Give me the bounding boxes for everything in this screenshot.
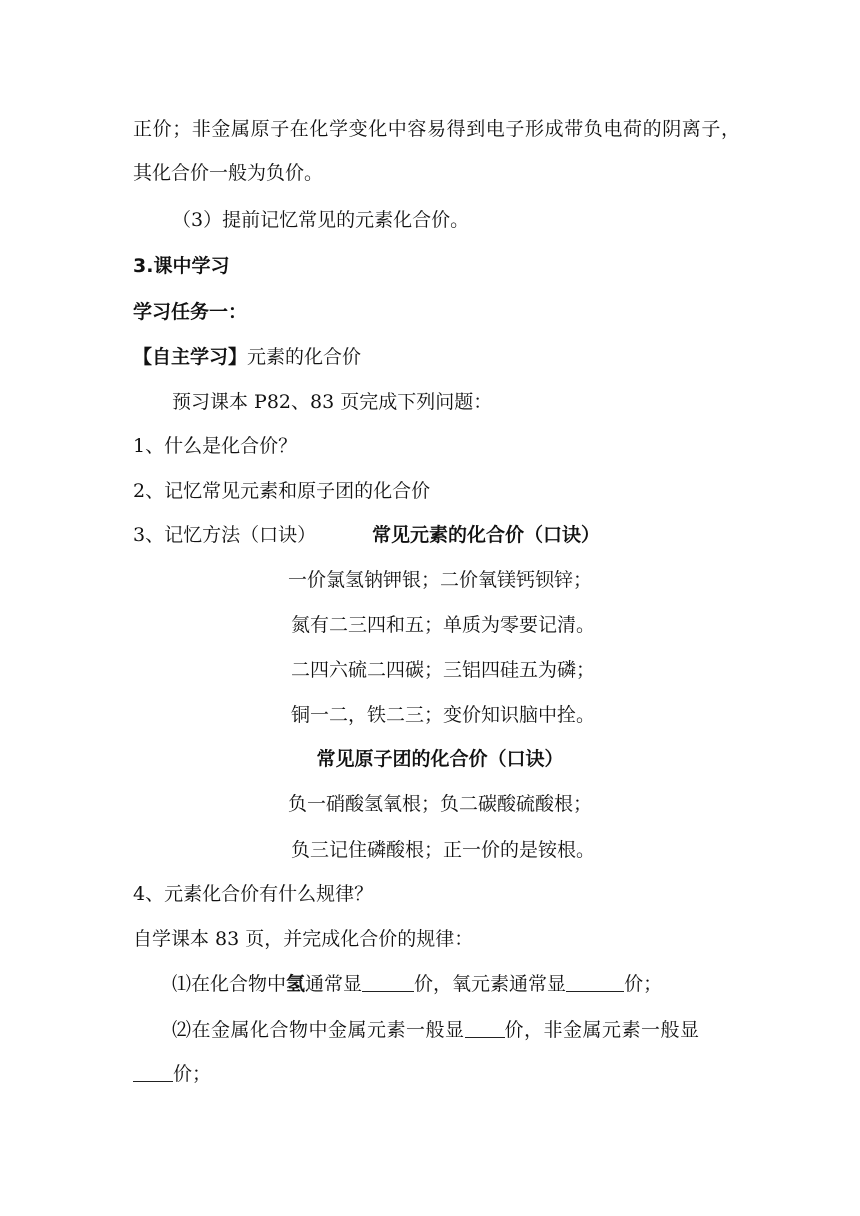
paragraph-line: 其化合价一般为负价。 (133, 162, 324, 184)
question-2: 2、记忆常见元素和原子团的化合价 (133, 480, 431, 502)
question-3: 3、记忆方法（口诀） (133, 524, 317, 546)
rhyme-line: 二四六硫二四碳；三铝四硅五为磷； (290, 659, 595, 681)
self-study-topic: 元素的化合价 (247, 346, 362, 368)
self-study-tag: 【自主学习】 (133, 346, 248, 368)
rhyme-line: 负三记住磷酸根；正一价的是铵根。 (290, 839, 595, 861)
rhyme-line: 负一硝酸氢氧根；负二碳酸硫酸根； (287, 793, 592, 815)
rule-2 (172, 1016, 860, 1044)
rule-2-mid: 价，非金属元素一般显 (504, 1019, 700, 1041)
rhyme-title-elements: 常见元素的化合价（口诀） (372, 524, 601, 546)
list-item: （3）提前记忆常见的元素化合价。 (172, 209, 470, 231)
rule-1-prefix: ⑴在化合物中 (172, 973, 287, 995)
answer-blank[interactable] (465, 1019, 505, 1038)
rule-1 (172, 970, 860, 998)
rhyme-line: 氮有二三四和五；单质为零要记清。 (290, 614, 595, 636)
rule-2-end: 价； (173, 1063, 212, 1085)
answer-blank[interactable] (362, 973, 414, 992)
self-study-line (133, 343, 860, 371)
paragraph-line: 正价；非金属原子在化学变化中容易得到电子形成带负电荷的阴离子， (133, 118, 741, 140)
self-study-instruction: 自学课本 83 页，并完成化合价的规律： (133, 928, 474, 950)
rule-1-end: 价； (624, 973, 663, 995)
question-1: 1、什么是化合价？ (133, 435, 298, 457)
rhyme-line: 铜一二，铁二三；变价知识脑中拴。 (290, 704, 595, 726)
answer-blank[interactable] (133, 1063, 173, 1082)
preview-instruction: 预习课本 P82、83 页完成下列问题： (172, 391, 493, 413)
task-heading: 学习任务一： (133, 301, 248, 323)
rule-2-prefix: ⑵在金属化合物中金属元素一般显 (172, 1019, 465, 1041)
rule-1-mid2: 价，氧元素通常显 (414, 973, 567, 995)
rule-1-mid: 通常显 (305, 973, 363, 995)
section-heading: 3.课中学习 (133, 255, 230, 277)
answer-blank[interactable] (566, 973, 624, 992)
rhyme-title-groups: 常见原子团的化合价（口诀） (316, 748, 564, 770)
question-4: 4、元素化合价有什么规律？ (133, 883, 374, 905)
hydrogen-term: 氢 (286, 973, 306, 995)
rule-2-continued (133, 1060, 860, 1088)
rhyme-line: 一价氯氢钠钾银；二价氧镁钙钡锌； (287, 569, 592, 591)
